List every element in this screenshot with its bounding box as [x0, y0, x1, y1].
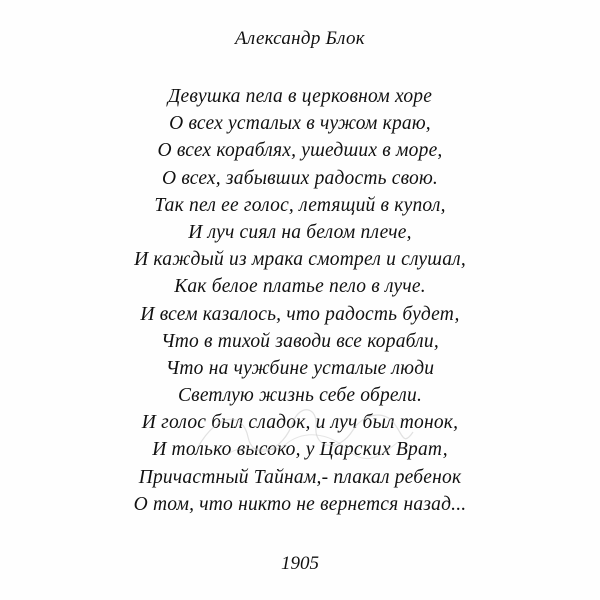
- poem-line: И каждый из мрака смотрел и слушал,: [134, 249, 466, 271]
- poem-line: И всем казалось, что радость будет,: [140, 303, 460, 325]
- poem-line: О всех усталых в чужом краю,: [169, 113, 431, 135]
- poem-line: И только высоко, у Царских Врат,: [152, 439, 448, 461]
- poem-line: Как белое платье пело в луче.: [174, 276, 426, 298]
- poem-text: [0, 83, 600, 518]
- poem-line: Светлую жизнь себе обрели.: [177, 385, 423, 407]
- poem-line: И голос был сладок, и луч был тонок,: [141, 412, 459, 434]
- poem-line: Так пел ее голос, летящий в купол,: [154, 194, 446, 216]
- poem-line: О всех кораблях, ушедших в море,: [157, 140, 443, 162]
- poem-line: Что на чужбине усталые люди: [165, 357, 435, 379]
- poem-year: 1905: [281, 553, 319, 574]
- poem-line: О всех, забывших радость свою.: [161, 167, 439, 189]
- poem-line: О том, что никто не вернется назад...: [133, 493, 467, 515]
- author-name: Александр Блок: [234, 28, 365, 49]
- poem-line: Что в тихой заводи все корабли,: [161, 330, 439, 352]
- poem-line: Девушка пела в церковном хоре: [167, 86, 433, 107]
- poem-line: Причастный Тайнам,- плакал ребенок: [138, 466, 462, 488]
- poem-line: И луч сиял на белом плече,: [188, 221, 412, 243]
